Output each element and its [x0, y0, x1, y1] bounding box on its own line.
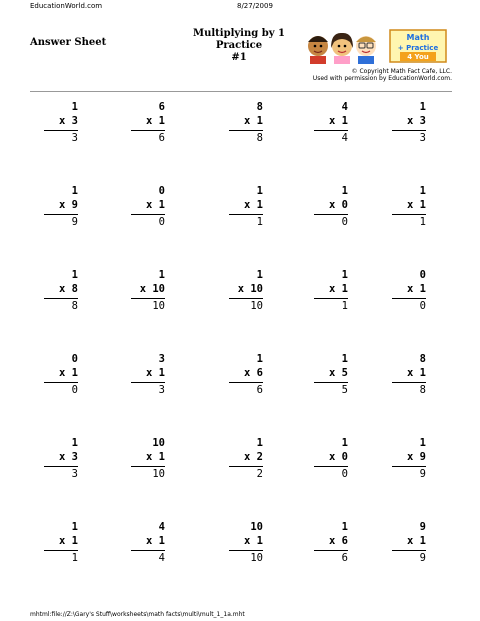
product-answer: 10 — [152, 300, 165, 312]
problem-6-1 — [44, 520, 78, 565]
multiplicand: 1 — [71, 521, 78, 533]
product-answer: 2 — [256, 468, 263, 480]
product-answer: 0 — [341, 468, 348, 480]
product-answer: 9 — [71, 216, 78, 228]
multiplier: 3 — [71, 451, 78, 463]
multiplicand: 1 — [256, 269, 263, 281]
multiplier-row — [392, 114, 426, 128]
product-answer: 6 — [341, 552, 348, 564]
problem-4-5 — [392, 352, 426, 397]
product-answer: 3 — [158, 384, 165, 396]
multiplier-row — [131, 534, 165, 548]
problem-5-4 — [314, 436, 348, 481]
multiply-sign: x — [407, 451, 414, 463]
multiplicand: 10 — [152, 437, 165, 449]
multiplicand: 6 — [158, 101, 165, 113]
multiply-sign: x — [59, 283, 66, 295]
multiplicand: 4 — [158, 521, 165, 533]
multiply-sign: x — [329, 283, 336, 295]
multiplier-row — [131, 282, 165, 296]
multiplicand: 1 — [419, 101, 426, 113]
product-answer: 9 — [419, 468, 426, 480]
product-answer: 3 — [71, 468, 78, 480]
multiply-sign: x — [139, 283, 147, 295]
multiplier-row — [44, 450, 78, 464]
problem-3-3 — [229, 268, 263, 313]
multiplier-row — [392, 366, 426, 380]
answer-sheet-label: Answer Sheet — [30, 37, 107, 48]
multiplier: 10 — [250, 283, 263, 295]
multiplicand: 9 — [419, 521, 426, 533]
multiplier-row — [131, 198, 165, 212]
multiplicand: 1 — [256, 353, 263, 365]
problem-2-3 — [229, 184, 263, 229]
worksheet-title — [176, 28, 302, 64]
product-answer: 4 — [341, 132, 348, 144]
multiply-sign: x — [146, 115, 153, 127]
multiplier: 1 — [71, 535, 78, 547]
problem-5-3 — [229, 436, 263, 481]
copyright-line1: © Copyright Math Fact Cafe, LLC. — [351, 68, 452, 75]
problem-2-1 — [44, 184, 78, 229]
multiplicand: 1 — [71, 437, 78, 449]
multiplicand: 1 — [341, 521, 348, 533]
multiplier: 6 — [256, 367, 263, 379]
multiplier-row — [229, 450, 263, 464]
problem-1-4 — [314, 100, 348, 145]
worksheet-title-line2: #1 — [231, 52, 247, 63]
problem-3-2 — [131, 268, 165, 313]
multiply-sign: x — [146, 535, 153, 547]
multiplier-row — [392, 534, 426, 548]
multiplier: 1 — [158, 115, 165, 127]
problem-5-5 — [392, 436, 426, 481]
product-answer: 0 — [71, 384, 78, 396]
multiplier-row — [229, 366, 263, 380]
product-answer: 8 — [71, 300, 78, 312]
svg-text:+ Practice: + Practice — [397, 44, 439, 52]
multiplier-row — [229, 534, 263, 548]
multiply-sign: x — [244, 367, 251, 379]
multiplier: 1 — [158, 451, 165, 463]
multiplicand: 0 — [71, 353, 78, 365]
problem-4-3 — [229, 352, 263, 397]
multiplier: 1 — [71, 367, 78, 379]
multiplier: 6 — [341, 535, 348, 547]
multiplier: 9 — [71, 199, 78, 211]
multiplier: 2 — [256, 451, 263, 463]
multiply-sign: x — [59, 115, 66, 127]
product-answer: 0 — [158, 216, 165, 228]
multiplicand: 10 — [250, 521, 263, 533]
multiply-sign: x — [244, 535, 251, 547]
problem-4-1 — [44, 352, 78, 397]
product-answer: 10 — [250, 300, 263, 312]
problem-3-5 — [392, 268, 426, 313]
multiplier: 1 — [419, 283, 426, 295]
multiplier: 1 — [256, 199, 263, 211]
problem-6-2 — [131, 520, 165, 565]
product-answer: 1 — [341, 300, 348, 312]
multiplicand: 1 — [158, 269, 165, 281]
problem-3-1 — [44, 268, 78, 313]
multiplier-row — [392, 282, 426, 296]
multiplicand: 0 — [419, 269, 426, 281]
multiplier-row — [229, 114, 263, 128]
problem-5-2 — [131, 436, 165, 481]
product-answer: 6 — [158, 132, 165, 144]
multiply-sign: x — [59, 451, 66, 463]
multiply-sign: x — [329, 535, 336, 547]
multiplier-row — [131, 366, 165, 380]
product-answer: 1 — [256, 216, 263, 228]
multiplier-row — [314, 198, 348, 212]
problem-6-4 — [314, 520, 348, 565]
multiplicand: 3 — [158, 353, 165, 365]
kids-illustration-icon — [308, 33, 376, 64]
multiplicand: 8 — [256, 101, 263, 113]
problem-4-2 — [131, 352, 165, 397]
multiplier-row — [44, 366, 78, 380]
multiply-sign: x — [59, 535, 66, 547]
multiplicand: 1 — [341, 353, 348, 365]
multiplicand: 1 — [256, 185, 263, 197]
multiplier: 1 — [158, 535, 165, 547]
multiplier: 1 — [256, 535, 263, 547]
product-answer: 3 — [71, 132, 78, 144]
copyright-line2: Used with permission by EducationWorld.com. — [312, 75, 452, 82]
multiply-sign: x — [407, 199, 414, 211]
multiplier-row — [392, 198, 426, 212]
multiply-sign: x — [59, 199, 66, 211]
problem-1-1 — [44, 100, 78, 145]
problem-5-1 — [44, 436, 78, 481]
multiply-sign: x — [146, 199, 153, 211]
product-answer: 9 — [419, 552, 426, 564]
multiply-sign: x — [146, 367, 153, 379]
multiplier: 10 — [152, 283, 165, 295]
problem-1-5 — [392, 100, 426, 145]
multiplier-row — [131, 450, 165, 464]
multiply-sign: x — [59, 367, 66, 379]
multiplier-row — [314, 534, 348, 548]
product-answer: 4 — [158, 552, 165, 564]
multiplier: 1 — [158, 367, 165, 379]
multiplier: 1 — [341, 283, 348, 295]
multiplicand: 1 — [71, 101, 78, 113]
multiplier: 1 — [419, 199, 426, 211]
multiply-sign: x — [329, 115, 336, 127]
multiplicand: 1 — [419, 437, 426, 449]
multiplicand: 1 — [71, 185, 78, 197]
multiplier: 0 — [341, 199, 348, 211]
multiplier-row — [131, 114, 165, 128]
problem-4-4 — [314, 352, 348, 397]
multiply-sign: x — [329, 451, 336, 463]
product-answer: 1 — [419, 216, 426, 228]
multiplier: 1 — [341, 115, 348, 127]
multiplier: 1 — [158, 199, 165, 211]
multiply-sign: x — [237, 283, 245, 295]
multiplier-row — [44, 198, 78, 212]
multiplicand: 1 — [419, 185, 426, 197]
problem-2-2 — [131, 184, 165, 229]
multiplier: 0 — [341, 451, 348, 463]
multiply-sign: x — [146, 451, 153, 463]
math-practice-logo — [304, 28, 448, 64]
multiply-sign: x — [244, 451, 251, 463]
copyright-notice — [230, 68, 452, 82]
multiplier: 3 — [419, 115, 426, 127]
multiplicand: 4 — [341, 101, 348, 113]
problem-1-3 — [229, 100, 263, 145]
product-answer: 0 — [341, 216, 348, 228]
multiplier: 8 — [71, 283, 78, 295]
worksheet-title-line1: Multiplying by 1 Practice — [193, 28, 285, 51]
multiply-sign: x — [407, 367, 414, 379]
product-answer: 6 — [256, 384, 263, 396]
multiplicand: 8 — [419, 353, 426, 365]
multiplicand: 1 — [71, 269, 78, 281]
multiply-sign: x — [407, 115, 414, 127]
multiplicand: 1 — [256, 437, 263, 449]
product-answer: 10 — [152, 468, 165, 480]
problem-3-4 — [314, 268, 348, 313]
product-answer: 8 — [256, 132, 263, 144]
multiplier-row — [44, 114, 78, 128]
multiplier-row — [229, 282, 263, 296]
multiplier: 1 — [419, 367, 426, 379]
problem-1-2 — [131, 100, 165, 145]
multiplier-row — [392, 450, 426, 464]
multiply-sign: x — [329, 199, 336, 211]
header-divider — [30, 91, 452, 92]
product-answer: 0 — [419, 300, 426, 312]
multiply-sign: x — [244, 199, 251, 211]
multiplicand: 0 — [158, 185, 165, 197]
multiplier-row — [314, 114, 348, 128]
multiplier: 1 — [419, 535, 426, 547]
multiplier-row — [314, 282, 348, 296]
multiplier-row — [44, 282, 78, 296]
multiplier: 3 — [71, 115, 78, 127]
site-name: EducationWorld.com — [30, 2, 103, 10]
svg-text:4 You: 4 You — [407, 53, 429, 61]
multiplier: 1 — [256, 115, 263, 127]
product-answer: 5 — [341, 384, 348, 396]
problem-2-4 — [314, 184, 348, 229]
product-answer: 10 — [250, 552, 263, 564]
problem-2-5 — [392, 184, 426, 229]
multiplicand: 1 — [341, 269, 348, 281]
multiplier: 9 — [419, 451, 426, 463]
multiplier-row — [44, 534, 78, 548]
multiplier: 5 — [341, 367, 348, 379]
multiply-sign: x — [329, 367, 336, 379]
multiply-sign: x — [244, 115, 251, 127]
multiplier-row — [229, 198, 263, 212]
multiplier-row — [314, 366, 348, 380]
problem-6-3 — [229, 520, 263, 565]
multiplicand: 1 — [341, 185, 348, 197]
svg-text:Math: Math — [406, 33, 430, 42]
multiplier-row — [314, 450, 348, 464]
print-date: 8/27/2009 — [237, 2, 273, 10]
multiply-sign: x — [407, 283, 414, 295]
product-answer: 3 — [419, 132, 426, 144]
product-answer: 8 — [419, 384, 426, 396]
problem-6-5 — [392, 520, 426, 565]
footer-file-path: mhtml:file://Z:\Gary's Stuff\worksheets\math facts\multi\mult_1_1a.mht — [30, 611, 245, 618]
product-answer: 1 — [71, 552, 78, 564]
multiply-sign: x — [407, 535, 414, 547]
multiplicand: 1 — [341, 437, 348, 449]
